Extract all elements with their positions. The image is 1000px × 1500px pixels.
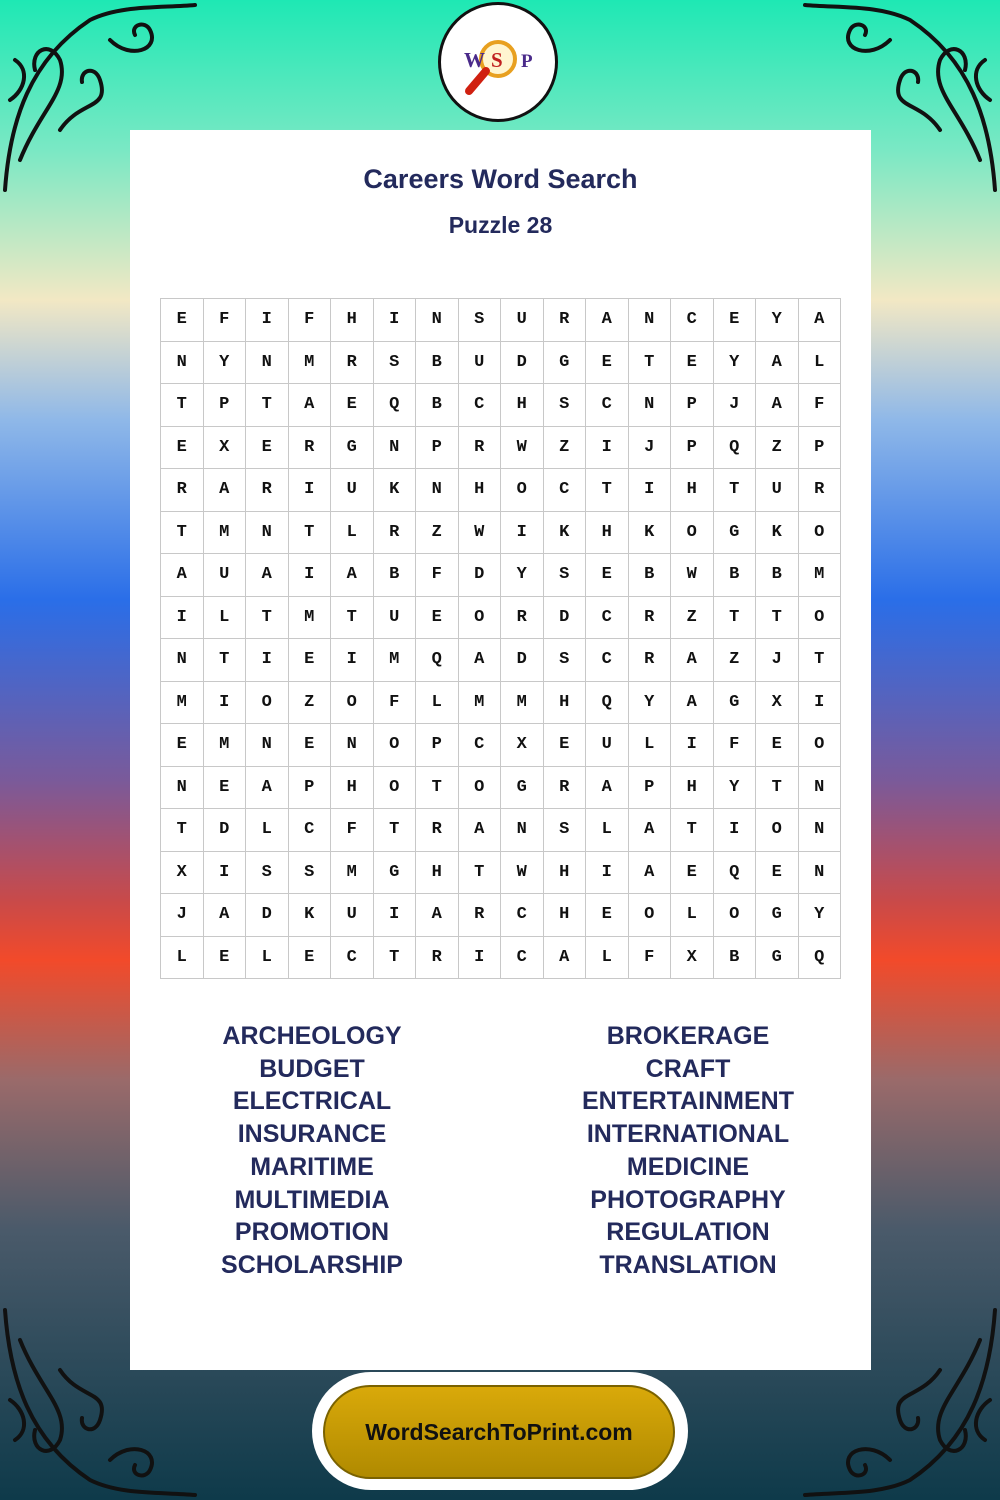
grid-cell[interactable]: O <box>671 511 714 554</box>
grid-cell[interactable]: T <box>713 596 756 639</box>
word-item: ENTERTAINMENT <box>581 1087 795 1116</box>
grid-cell[interactable]: K <box>756 511 799 554</box>
grid-cell[interactable]: R <box>458 894 501 937</box>
grid-cell[interactable]: A <box>331 554 374 597</box>
grid-cell[interactable]: N <box>331 724 374 767</box>
grid-row <box>161 766 841 809</box>
grid-row <box>161 554 841 597</box>
grid-cell[interactable]: N <box>798 851 841 894</box>
grid-row <box>161 426 841 469</box>
logo-letter-s: S <box>491 48 503 72</box>
grid-cell[interactable]: O <box>246 681 289 724</box>
grid-cell[interactable]: P <box>798 426 841 469</box>
grid-cell[interactable]: X <box>501 724 544 767</box>
letter-grid <box>160 298 841 979</box>
grid-cell[interactable]: I <box>246 639 289 682</box>
grid-cell[interactable]: O <box>798 596 841 639</box>
grid-cell[interactable]: Z <box>543 426 586 469</box>
grid-cell[interactable]: R <box>628 639 671 682</box>
grid-cell[interactable]: T <box>161 809 204 852</box>
grid-cell[interactable]: B <box>628 554 671 597</box>
grid-cell[interactable]: G <box>373 851 416 894</box>
grid-cell[interactable]: T <box>416 766 459 809</box>
grid-cell[interactable]: X <box>203 426 246 469</box>
grid-cell[interactable]: F <box>373 681 416 724</box>
grid-cell[interactable]: I <box>713 809 756 852</box>
grid-cell[interactable]: U <box>756 469 799 512</box>
grid-cell[interactable]: N <box>501 809 544 852</box>
grid-cell[interactable]: O <box>628 894 671 937</box>
grid-cell[interactable]: N <box>246 341 289 384</box>
grid-cell[interactable]: K <box>288 894 331 937</box>
grid-cell[interactable]: P <box>416 724 459 767</box>
grid-cell[interactable]: M <box>288 341 331 384</box>
grid-cell[interactable]: S <box>543 809 586 852</box>
grid-cell[interactable]: E <box>671 341 714 384</box>
grid-cell[interactable]: S <box>543 639 586 682</box>
grid-row <box>161 936 841 979</box>
grid-cell[interactable]: I <box>288 554 331 597</box>
grid-cell[interactable]: C <box>543 469 586 512</box>
logo-letter-w: W <box>464 48 485 72</box>
grid-cell[interactable]: T <box>161 384 204 427</box>
grid-cell[interactable]: P <box>671 426 714 469</box>
grid-cell[interactable]: M <box>161 681 204 724</box>
grid-cell[interactable]: A <box>628 809 671 852</box>
grid-cell[interactable]: I <box>246 299 289 342</box>
word-item: SCHOLARSHIP <box>221 1250 403 1279</box>
grid-cell[interactable]: I <box>203 681 246 724</box>
grid-cell[interactable]: B <box>713 554 756 597</box>
grid-cell[interactable]: F <box>331 809 374 852</box>
grid-cell[interactable]: B <box>756 554 799 597</box>
grid-cell[interactable]: E <box>713 299 756 342</box>
word-item: ELECTRICAL <box>232 1087 392 1116</box>
grid-cell[interactable]: X <box>161 851 204 894</box>
grid-cell[interactable]: R <box>798 469 841 512</box>
grid-cell[interactable]: N <box>246 724 289 767</box>
grid-cell[interactable]: C <box>501 936 544 979</box>
grid-cell[interactable]: I <box>373 299 416 342</box>
grid-cell[interactable]: E <box>543 724 586 767</box>
grid-cell[interactable]: E <box>288 936 331 979</box>
grid-cell[interactable]: D <box>543 596 586 639</box>
grid-cell[interactable]: I <box>161 596 204 639</box>
grid-row <box>161 341 841 384</box>
grid-cell[interactable]: H <box>586 511 629 554</box>
grid-cell[interactable]: E <box>203 936 246 979</box>
grid-cell[interactable]: N <box>161 639 204 682</box>
grid-row <box>161 894 841 937</box>
grid-cell[interactable]: E <box>756 851 799 894</box>
grid-cell[interactable]: U <box>586 724 629 767</box>
grid-cell[interactable]: N <box>161 766 204 809</box>
grid-cell[interactable]: O <box>713 894 756 937</box>
grid-cell[interactable]: L <box>203 596 246 639</box>
grid-cell[interactable]: D <box>203 809 246 852</box>
grid-cell[interactable]: J <box>161 894 204 937</box>
grid-cell[interactable]: Q <box>416 639 459 682</box>
grid-cell[interactable]: G <box>543 341 586 384</box>
word-item: PHOTOGRAPHY <box>590 1185 786 1214</box>
grid-cell[interactable]: U <box>373 596 416 639</box>
word-item: MULTIMEDIA <box>234 1185 390 1214</box>
grid-cell[interactable]: C <box>331 936 374 979</box>
grid-cell[interactable]: S <box>246 851 289 894</box>
grid-cell[interactable]: E <box>756 724 799 767</box>
grid-cell[interactable]: I <box>586 426 629 469</box>
grid-cell[interactable]: L <box>161 936 204 979</box>
grid-cell[interactable]: Y <box>756 299 799 342</box>
grid-cell[interactable]: L <box>628 724 671 767</box>
grid-cell[interactable]: R <box>416 809 459 852</box>
grid-cell[interactable]: L <box>671 894 714 937</box>
grid-row <box>161 384 841 427</box>
grid-cell[interactable]: S <box>458 299 501 342</box>
grid-cell[interactable]: F <box>416 554 459 597</box>
grid-cell[interactable]: H <box>458 469 501 512</box>
logo-letter-p: P <box>521 51 533 72</box>
grid-cell[interactable]: F <box>628 936 671 979</box>
grid-row <box>161 809 841 852</box>
grid-cell[interactable]: H <box>543 851 586 894</box>
grid-cell[interactable]: T <box>288 511 331 554</box>
grid-cell[interactable]: A <box>798 299 841 342</box>
grid-cell[interactable]: T <box>713 469 756 512</box>
grid-cell[interactable]: I <box>671 724 714 767</box>
grid-cell[interactable]: K <box>543 511 586 554</box>
grid-cell[interactable]: O <box>373 724 416 767</box>
grid-cell[interactable]: E <box>288 724 331 767</box>
grid-cell[interactable]: L <box>586 936 629 979</box>
puzzle-number: Puzzle 28 <box>448 212 553 238</box>
grid-cell[interactable]: A <box>586 299 629 342</box>
grid-cell[interactable]: R <box>543 299 586 342</box>
grid-cell[interactable]: H <box>671 766 714 809</box>
grid-cell[interactable]: W <box>501 426 544 469</box>
grid-cell[interactable]: L <box>416 681 459 724</box>
grid-cell[interactable]: H <box>331 766 374 809</box>
grid-cell[interactable]: T <box>373 809 416 852</box>
grid-cell[interactable]: R <box>373 511 416 554</box>
grid-cell[interactable]: Q <box>373 384 416 427</box>
grid-cell[interactable]: Y <box>628 681 671 724</box>
grid-cell[interactable]: N <box>628 384 671 427</box>
word-item: ARCHEOLOGY <box>222 1022 402 1050</box>
grid-cell[interactable]: R <box>331 341 374 384</box>
word-item: MARITIME <box>250 1152 374 1181</box>
word-list-right <box>538 1020 838 1282</box>
grid-cell[interactable]: R <box>458 426 501 469</box>
grid-cell[interactable]: K <box>628 511 671 554</box>
grid-cell[interactable]: E <box>161 426 204 469</box>
grid-cell[interactable]: A <box>628 851 671 894</box>
grid-cell[interactable]: U <box>501 299 544 342</box>
grid-cell[interactable]: M <box>373 639 416 682</box>
grid-cell[interactable]: A <box>586 766 629 809</box>
grid-cell[interactable]: O <box>798 511 841 554</box>
grid-cell[interactable]: E <box>288 639 331 682</box>
word-item: BROKERAGE <box>606 1022 770 1050</box>
grid-cell[interactable]: U <box>203 554 246 597</box>
grid-cell[interactable]: X <box>756 681 799 724</box>
grid-cell[interactable]: A <box>161 554 204 597</box>
grid-cell[interactable]: Q <box>798 936 841 979</box>
grid-cell[interactable]: B <box>416 341 459 384</box>
grid-cell[interactable]: D <box>246 894 289 937</box>
grid-cell[interactable]: E <box>586 341 629 384</box>
word-item: PROMOTION <box>234 1218 390 1247</box>
grid-cell[interactable]: P <box>203 384 246 427</box>
grid-cell[interactable]: H <box>501 384 544 427</box>
puzzle-sheet <box>130 130 871 1370</box>
grid-cell[interactable]: C <box>458 724 501 767</box>
grid-cell[interactable]: A <box>756 384 799 427</box>
grid-cell[interactable]: D <box>501 639 544 682</box>
grid-cell[interactable]: Z <box>671 596 714 639</box>
grid-cell[interactable]: Y <box>798 894 841 937</box>
grid-cell[interactable]: A <box>416 894 459 937</box>
word-item: TRANSLATION <box>599 1250 777 1279</box>
grid-cell[interactable]: N <box>373 426 416 469</box>
grid-cell[interactable]: C <box>586 384 629 427</box>
grid-cell[interactable]: A <box>671 681 714 724</box>
grid-cell[interactable]: P <box>288 766 331 809</box>
grid-cell[interactable]: J <box>628 426 671 469</box>
grid-cell[interactable]: I <box>586 851 629 894</box>
grid-cell[interactable]: N <box>798 766 841 809</box>
grid-cell[interactable]: M <box>501 681 544 724</box>
grid-cell[interactable]: A <box>756 341 799 384</box>
grid-cell[interactable]: A <box>203 894 246 937</box>
grid-cell[interactable]: E <box>671 851 714 894</box>
grid-cell[interactable]: W <box>458 511 501 554</box>
grid-cell[interactable]: C <box>288 809 331 852</box>
grid-cell[interactable]: J <box>756 639 799 682</box>
grid-cell[interactable]: M <box>203 724 246 767</box>
grid-cell[interactable]: R <box>161 469 204 512</box>
grid-cell[interactable]: W <box>671 554 714 597</box>
grid-cell[interactable]: B <box>373 554 416 597</box>
grid-cell[interactable]: Q <box>713 426 756 469</box>
grid-cell[interactable]: K <box>373 469 416 512</box>
grid-cell[interactable]: A <box>458 809 501 852</box>
grid-cell[interactable]: C <box>586 596 629 639</box>
grid-cell[interactable]: F <box>203 299 246 342</box>
grid-cell[interactable]: Y <box>713 341 756 384</box>
grid-cell[interactable]: I <box>203 851 246 894</box>
grid-cell[interactable]: O <box>458 596 501 639</box>
grid-cell[interactable]: Q <box>713 851 756 894</box>
grid-cell[interactable]: L <box>246 936 289 979</box>
grid-cell[interactable]: A <box>203 469 246 512</box>
grid-cell[interactable]: L <box>798 341 841 384</box>
grid-cell[interactable]: E <box>161 724 204 767</box>
grid-cell[interactable]: Z <box>756 426 799 469</box>
grid-cell[interactable]: U <box>331 469 374 512</box>
grid-cell[interactable]: I <box>288 469 331 512</box>
grid-cell[interactable]: O <box>373 766 416 809</box>
grid-cell[interactable]: N <box>416 299 459 342</box>
grid-cell[interactable]: M <box>458 681 501 724</box>
grid-cell[interactable]: N <box>628 299 671 342</box>
grid-cell[interactable]: P <box>416 426 459 469</box>
grid-cell[interactable]: G <box>331 426 374 469</box>
grid-cell[interactable]: G <box>713 511 756 554</box>
grid-cell[interactable]: X <box>671 936 714 979</box>
grid-cell[interactable]: U <box>331 894 374 937</box>
site-link[interactable]: WordSearchToPrint.com <box>323 1385 675 1479</box>
grid-cell[interactable]: Y <box>501 554 544 597</box>
grid-cell[interactable]: T <box>671 809 714 852</box>
grid-row <box>161 596 841 639</box>
grid-cell[interactable]: R <box>543 766 586 809</box>
grid-cell[interactable]: Z <box>713 639 756 682</box>
grid-row <box>161 511 841 554</box>
grid-cell[interactable]: M <box>203 511 246 554</box>
grid-cell[interactable]: A <box>288 384 331 427</box>
grid-cell[interactable]: I <box>798 681 841 724</box>
wsp-logo <box>438 2 558 122</box>
grid-cell[interactable]: H <box>543 894 586 937</box>
grid-cell[interactable]: R <box>501 596 544 639</box>
grid-cell[interactable]: E <box>586 554 629 597</box>
word-item: MEDICINE <box>626 1152 750 1181</box>
grid-cell[interactable]: R <box>246 469 289 512</box>
grid-cell[interactable]: N <box>161 341 204 384</box>
word-item: INSURANCE <box>237 1120 387 1149</box>
grid-cell[interactable]: B <box>416 384 459 427</box>
grid-cell[interactable]: N <box>798 809 841 852</box>
grid-cell[interactable]: O <box>458 766 501 809</box>
grid-cell[interactable]: D <box>501 341 544 384</box>
word-item: CRAFT <box>645 1054 731 1083</box>
grid-cell[interactable]: N <box>246 511 289 554</box>
grid-cell[interactable]: S <box>373 341 416 384</box>
grid-cell[interactable]: T <box>756 766 799 809</box>
grid-cell[interactable]: C <box>671 299 714 342</box>
grid-cell[interactable]: M <box>798 554 841 597</box>
grid-cell[interactable]: S <box>288 851 331 894</box>
word-item: REGULATION <box>606 1218 770 1247</box>
grid-cell[interactable]: C <box>501 894 544 937</box>
grid-cell[interactable]: E <box>331 384 374 427</box>
grid-cell[interactable]: I <box>331 639 374 682</box>
grid-cell[interactable]: E <box>416 596 459 639</box>
grid-cell[interactable]: D <box>458 554 501 597</box>
grid-cell[interactable]: I <box>501 511 544 554</box>
grid-cell[interactable]: E <box>586 894 629 937</box>
grid-cell[interactable]: T <box>458 851 501 894</box>
grid-cell[interactable]: I <box>628 469 671 512</box>
grid-cell[interactable]: F <box>713 724 756 767</box>
grid-row <box>161 681 841 724</box>
grid-cell[interactable]: C <box>458 384 501 427</box>
grid-cell[interactable]: L <box>246 809 289 852</box>
word-list-left <box>162 1020 462 1282</box>
grid-cell[interactable]: T <box>203 639 246 682</box>
grid-cell[interactable]: Z <box>288 681 331 724</box>
grid-cell[interactable]: R <box>416 936 459 979</box>
grid-cell[interactable]: G <box>756 936 799 979</box>
grid-cell[interactable]: O <box>331 681 374 724</box>
grid-cell[interactable]: R <box>288 426 331 469</box>
grid-cell[interactable]: O <box>798 724 841 767</box>
grid-cell[interactable]: T <box>161 511 204 554</box>
grid-cell[interactable]: S <box>543 384 586 427</box>
grid-cell[interactable]: O <box>756 809 799 852</box>
grid-cell[interactable]: P <box>671 384 714 427</box>
grid-cell[interactable]: F <box>798 384 841 427</box>
grid-cell[interactable]: G <box>756 894 799 937</box>
grid-cell[interactable]: T <box>586 469 629 512</box>
grid-cell[interactable]: B <box>713 936 756 979</box>
grid-cell[interactable]: T <box>628 341 671 384</box>
word-item: BUDGET <box>259 1054 365 1083</box>
grid-cell[interactable]: T <box>246 384 289 427</box>
grid-cell[interactable]: Q <box>586 681 629 724</box>
grid-row <box>161 469 841 512</box>
grid-cell[interactable]: G <box>501 766 544 809</box>
grid-cell[interactable]: R <box>628 596 671 639</box>
grid-cell[interactable]: H <box>416 851 459 894</box>
grid-cell[interactable]: G <box>713 681 756 724</box>
grid-cell[interactable]: E <box>161 299 204 342</box>
grid-row <box>161 299 841 342</box>
grid-cell[interactable]: H <box>331 299 374 342</box>
grid-cell[interactable]: T <box>246 596 289 639</box>
grid-cell[interactable]: M <box>331 851 374 894</box>
grid-cell[interactable]: U <box>458 341 501 384</box>
grid-row <box>161 639 841 682</box>
grid-cell[interactable]: A <box>543 936 586 979</box>
grid-cell[interactable]: T <box>331 596 374 639</box>
grid-cell[interactable]: E <box>203 766 246 809</box>
grid-cell[interactable]: T <box>756 596 799 639</box>
grid-cell[interactable]: M <box>288 596 331 639</box>
grid-cell[interactable]: A <box>458 639 501 682</box>
grid-cell[interactable]: W <box>501 851 544 894</box>
grid-cell[interactable]: Y <box>203 341 246 384</box>
grid-cell[interactable]: O <box>501 469 544 512</box>
grid-row <box>161 851 841 894</box>
word-item: INTERNATIONAL <box>586 1120 790 1149</box>
grid-cell[interactable]: P <box>628 766 671 809</box>
grid-cell[interactable]: T <box>373 936 416 979</box>
grid-cell[interactable]: H <box>671 469 714 512</box>
grid-row <box>161 724 841 767</box>
grid-cell[interactable]: F <box>288 299 331 342</box>
grid-cell[interactable]: N <box>416 469 459 512</box>
grid-cell[interactable]: I <box>373 894 416 937</box>
grid-cell[interactable]: J <box>713 384 756 427</box>
grid-cell[interactable]: Y <box>713 766 756 809</box>
grid-cell[interactable]: E <box>246 426 289 469</box>
grid-cell[interactable]: I <box>458 936 501 979</box>
grid-cell[interactable]: T <box>798 639 841 682</box>
grid-cell[interactable]: C <box>586 639 629 682</box>
page-title: Careers Word Search <box>363 164 638 194</box>
grid-cell[interactable]: S <box>543 554 586 597</box>
grid-cell[interactable]: A <box>671 639 714 682</box>
grid-cell[interactable]: A <box>246 766 289 809</box>
grid-cell[interactable]: H <box>543 681 586 724</box>
grid-cell[interactable]: Z <box>416 511 459 554</box>
grid-cell[interactable]: L <box>586 809 629 852</box>
grid-cell[interactable]: A <box>246 554 289 597</box>
grid-cell[interactable]: L <box>331 511 374 554</box>
